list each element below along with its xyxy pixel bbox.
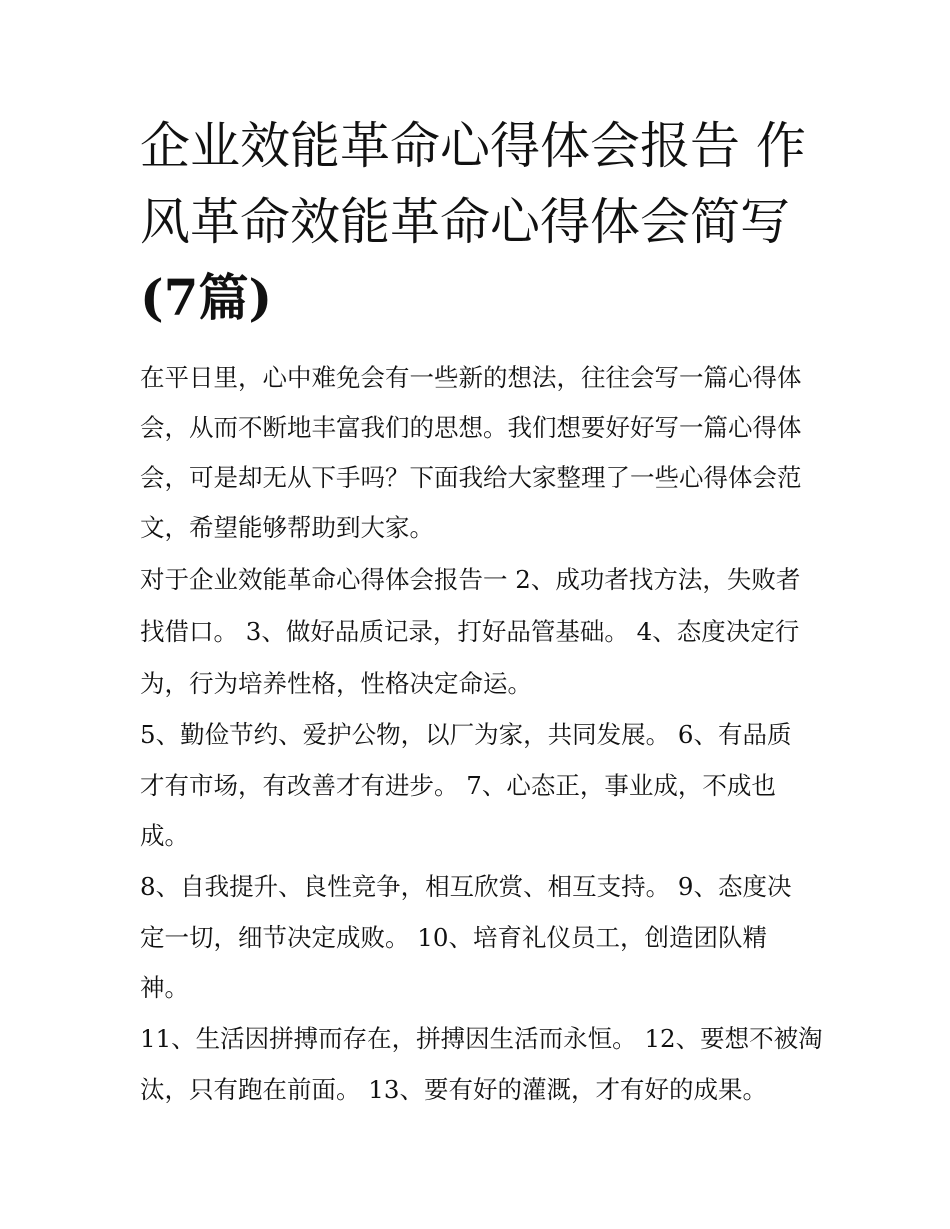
text-line: 为，行为培养性格，性格决定命运。 [140, 669, 532, 698]
title-line: 企业效能革命心得体会报告 作 [140, 117, 806, 175]
text-line: 11、生活因拼搏而存在，拼搏因生活而永恒。 12、要想不被淘 [140, 1024, 823, 1053]
title-line: 风革命效能革命心得体会简写 [140, 193, 790, 251]
title-line: (7篇) [140, 268, 273, 327]
text-line: 找借口。 3、做好品质记录，打好品管基础。 4、态度决定行 [140, 617, 800, 646]
text-line: 在平日里，心中难免会有一些新的想法，往往会写一篇心得体 [140, 363, 802, 392]
text-line: 汰，只有跑在前面。 13、要有好的灌溉，才有好的成果。 [140, 1075, 767, 1104]
text-line: 定一切，细节决定成败。 10、培育礼仪员工，创造团队精 [140, 923, 767, 952]
text-line: 神。 [140, 973, 189, 1002]
text-line: 成。 [140, 821, 189, 850]
text-line: 会，从而不断地丰富我们的思想。我们想要好好写一篇心得体 [140, 413, 802, 442]
text-line: 文，希望能够帮助到大家。 [140, 513, 434, 542]
text-line: 8、自我提升、良性竞争，相互欣赏、相互支持。 9、态度决 [140, 872, 792, 901]
text-line: 才有市场，有改善才有进步。 7、心态正，事业成，不成也 [140, 771, 776, 800]
text-line: 对于企业效能革命心得体会报告一 2、成功者找方法，失败者 [140, 565, 801, 594]
document-title [140, 108, 820, 336]
text-line: 会，可是却无从下手吗？下面我给大家整理了一些心得体会范 [140, 463, 802, 492]
text-line: 5、勤俭节约、爱护公物，以厂为家，共同发展。 6、有品质 [140, 720, 792, 749]
